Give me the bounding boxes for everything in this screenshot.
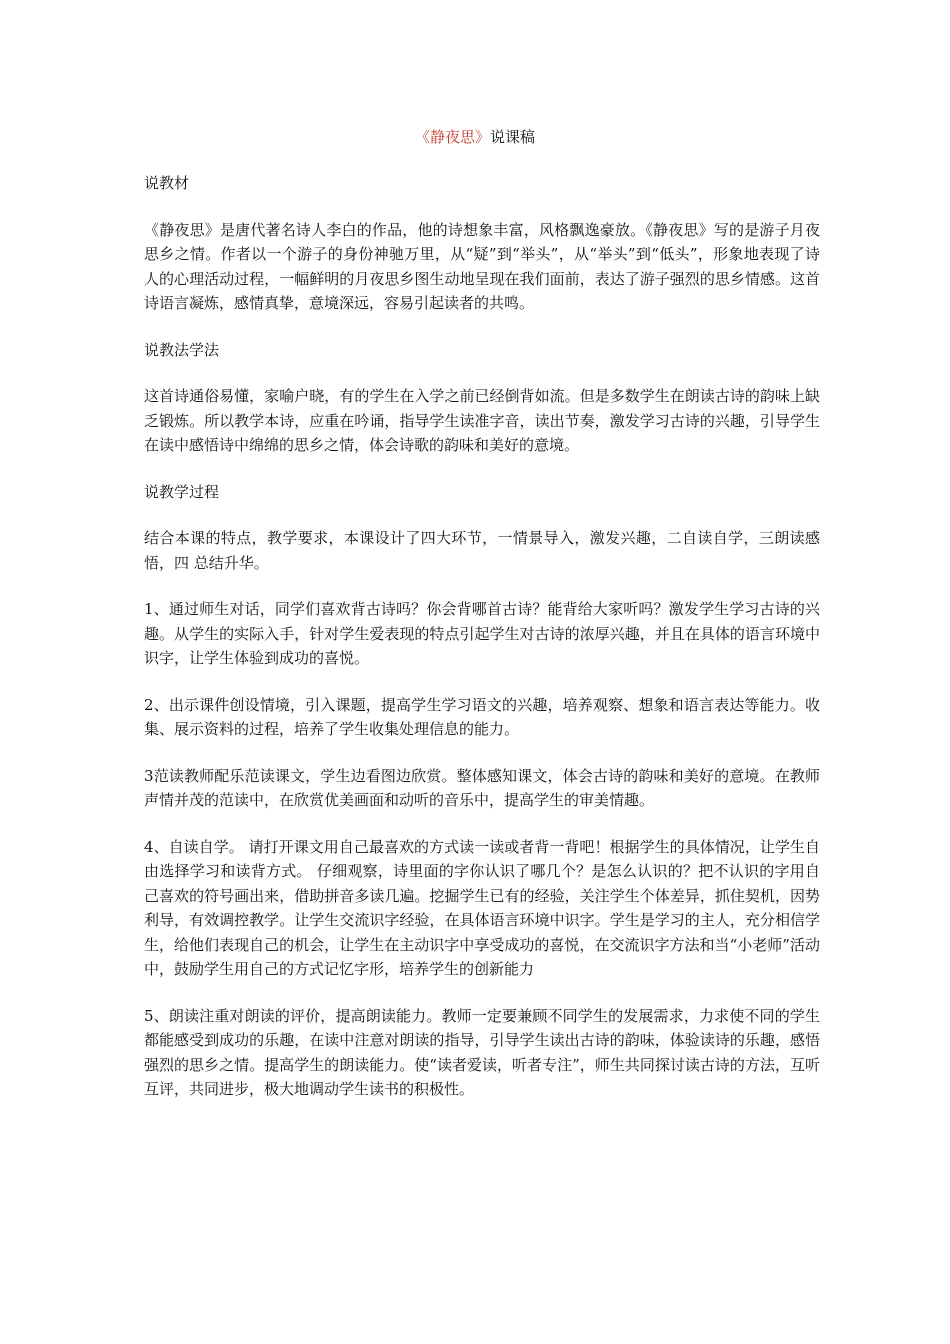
document-title xyxy=(0,125,950,149)
paragraph: 1、通过师生对话，同学们喜欢背古诗吗？你会背哪首古诗？能背给大家听吗？激发学生学习古诗的兴趣。从学生的实际入手，针对学生爱表现的特点引起学生对古诗的浓厚兴趣，并且在具体的语言环境中识字，让学生体验到成功的喜悦。 xyxy=(144,600,820,667)
section-heading-textbook: 说教材 xyxy=(144,174,190,192)
paragraph: 结合本课的特点，教学要求，本课设计了四大环节，一情景导入，激发兴趣，二自读自学，三朗读感悟，四 总结升华。 xyxy=(144,529,820,572)
paragraph: 这首诗通俗易懂，家喻户晓，有的学生在入学之前已经倒背如流。但是多数学生在朗读古诗的韵味上缺乏锻炼。所以教学本诗，应重在吟诵，指导学生读准字音，读出节奏，激发学习古诗的兴趣，引导学生在读中感悟诗中绵绵的思乡之情，体会诗歌的韵味和美好的意境。 xyxy=(144,387,820,454)
paragraph: 2、出示课件创设情境，引入课题，提高学生学习语文的兴趣，培养观察、想象和语言表达等能力。收集、展示资料的过程，培养了学生收集处理信息的能力。 xyxy=(144,695,820,738)
paragraph: 4、自读自学。 请打开课文用自己最喜欢的方式读一读或者背一背吧！根据学生的具体情况，让学生自由选择学习和读背方式。 仔细观察，诗里面的字你认识了哪几个？是怎么认识的？把不认识的字用自己喜欢的符号画出来，借助拼音多读几遍。挖掘学生已有的经验，关注学生个体差异，抓住契机，因势利导，有效调控教学。让学生交流识字经验，在具体语言环境中识字。学生是学习的主人，充分相信学生，给他们表现自己的机会，让学生在主动识字中享受成功的喜悦，在交流识字方法和当“小老师”活动中，鼓励学生用自己的方式记忆字形，培养学生的创新能力 xyxy=(144,837,820,978)
section-heading-process: 说教学过程 xyxy=(144,482,220,501)
title-suffix: 说课稿 xyxy=(490,128,536,146)
paragraph: 3范读教师配乐范读课文，学生边看图边欣赏。整体感知课文，体会古诗的韵味和美好的意境。在教师声情并茂的范读中，在欣赏优美画面和动听的音乐中，提高学生的审美情趣。 xyxy=(144,766,820,809)
title-book-name: 《静夜思》 xyxy=(414,128,490,146)
paragraph: 《静夜思》是唐代著名诗人李白的作品，他的诗想象丰富，风格飘逸豪放。《静夜思》写的是游子月夜思乡之情。作者以一个游子的身份神驰万里，从“疑”到“举头”，从“举头”到“低头”，形象地表现了诗人的心理活动过程，一幅鲜明的月夜思乡图生动地呈现在我们面前，表达了游子强烈的思乡情感。这首诗语言凝炼，感情真挚，意境深远，容易引起读者的共鸣。 xyxy=(144,220,820,312)
paragraph: 5、朗读注重对朗读的评价，提高朗读能力。教师一定要兼顾不同学生的发展需求，力求使不同的学生都能感受到成功的乐趣，在读中注意对朗读的指导，引导学生读出古诗的韵味，体验读诗的乐趣，感悟强烈的思乡之情。提高学生的朗读能力。使“读者爱读，听者专注”，师生共同探讨读古诗的方法，互听互评，共同进步，极大地调动学生读书的积极性。 xyxy=(144,1006,820,1098)
document-body xyxy=(144,171,820,1124)
section-heading-methods: 说教法学法 xyxy=(144,340,220,359)
